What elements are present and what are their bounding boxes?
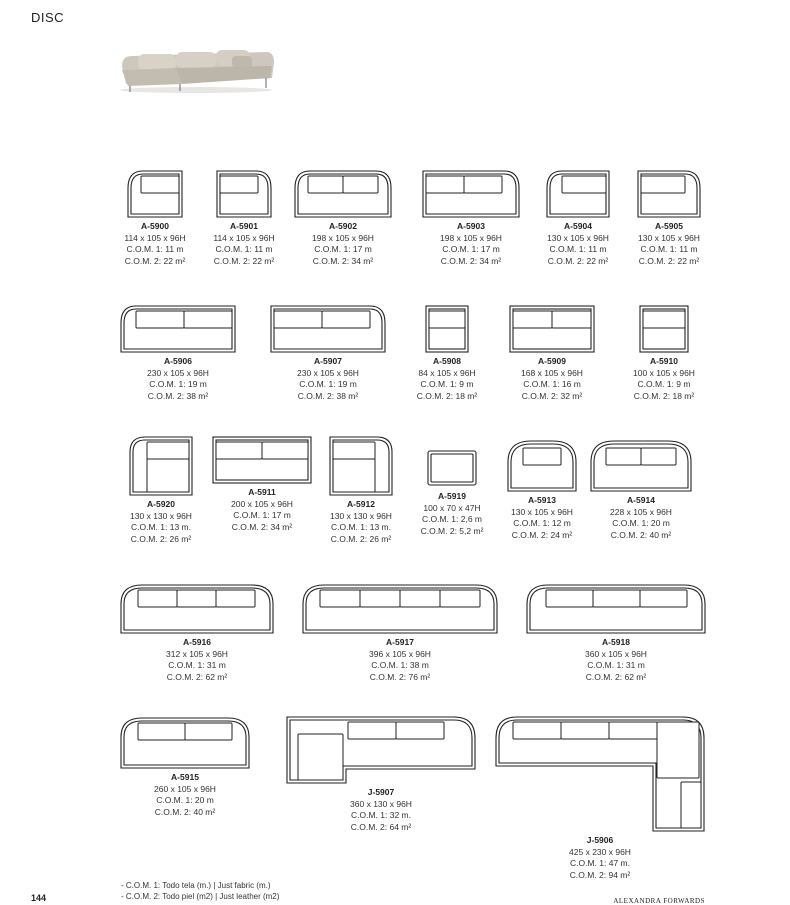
product-item: A-5914 228 x 105 x 96H C.O.M. 1: 20 m C.O.M. 2: 40 m² xyxy=(589,440,693,541)
sofa-diagram xyxy=(212,436,312,484)
sofa-diagram xyxy=(216,170,272,218)
sofa-diagram xyxy=(546,170,610,218)
product-item: A-5910 100 x 105 x 96H C.O.M. 1: 9 m C.O.M. 2: 18 m² xyxy=(628,305,700,402)
sofa-diagram xyxy=(286,716,476,784)
product-item: A-5920 130 x 130 x 96H C.O.M. 1: 13 m. C.O.M. 2: 26 m² xyxy=(122,436,200,545)
product-item: A-5909 168 x 105 x 96H C.O.M. 1: 16 m C.O.M. 2: 32 m² xyxy=(508,305,596,402)
sofa-diagram xyxy=(120,717,250,769)
com-legend: - C.O.M. 1: Todo tela (m.) | Just fabric (m.) - C.O.M. 2: Todo piel (m2) | Just leather (m2) xyxy=(121,881,280,901)
product-item: A-5903 198 x 105 x 96H C.O.M. 1: 17 m C.O.M. 2: 34 m² xyxy=(418,170,524,267)
product-item: A-5905 130 x 105 x 96H C.O.M. 1: 11 m C.O.M. 2: 22 m² xyxy=(627,170,711,267)
ottoman-diagram xyxy=(427,450,477,488)
product-item: A-5906 230 x 105 x 96H C.O.M. 1: 19 m C.O.M. 2: 38 m² xyxy=(114,305,242,402)
product-item: A-5908 84 x 105 x 96H C.O.M. 1: 9 m C.O.M. 2: 18 m² xyxy=(408,305,486,402)
product-item: A-5918 360 x 105 x 96H C.O.M. 1: 31 m C.O.M. 2: 62 m² xyxy=(524,584,708,683)
sofa-diagram xyxy=(294,170,392,218)
product-item: A-5900 114 x 105 x 96H C.O.M. 1: 11 m C.O.M. 2: 22 m² xyxy=(113,170,197,267)
sofa-diagram xyxy=(507,440,577,492)
page-title: DISC xyxy=(31,10,65,25)
product-item: A-5907 230 x 105 x 96H C.O.M. 1: 19 m C.O.M. 2: 38 m² xyxy=(266,305,390,402)
sofa-diagram xyxy=(270,305,386,353)
page-number: 144 xyxy=(31,893,47,903)
product-item: A-5904 130 x 105 x 96H C.O.M. 1: 11 m C.O.M. 2: 22 m² xyxy=(536,170,620,267)
sofa-diagram xyxy=(302,584,498,634)
sofa-diagram xyxy=(120,584,274,634)
product-item: A-5911 200 x 105 x 96H C.O.M. 1: 17 m C.O.M. 2: 34 m² xyxy=(210,436,314,533)
product-item: A-5902 198 x 105 x 96H C.O.M. 1: 17 m C.O.M. 2: 34 m² xyxy=(288,170,398,267)
sofa-diagram xyxy=(495,716,705,832)
product-item: A-5901 114 x 105 x 96H C.O.M. 1: 11 m C.O.M. 2: 22 m² xyxy=(202,170,286,267)
sofa-diagram xyxy=(637,170,701,218)
product-item: A-5912 130 x 130 x 96H C.O.M. 1: 13 m. C.O.M. 2: 26 m² xyxy=(324,436,398,545)
product-item: J-5907 360 x 130 x 96H C.O.M. 1: 32 m. C.O.M. 2: 64 m² xyxy=(282,716,480,833)
brand-logo: ALEXANDRA FORWARDS xyxy=(613,897,705,905)
product-item: J-5906 425 x 230 x 96H C.O.M. 1: 47 m. C.O.M. 2: 94 m² xyxy=(494,716,706,881)
sofa-diagram xyxy=(127,170,183,218)
product-item: A-5917 396 x 105 x 96H C.O.M. 1: 38 m C.O.M. 2: 76 m² xyxy=(300,584,500,683)
sofa-diagram xyxy=(329,436,393,496)
sofa-diagram xyxy=(425,305,469,353)
sofa-diagram xyxy=(526,584,706,634)
sofa-photo xyxy=(116,44,276,94)
product-item: A-5915 260 x 105 x 96H C.O.M. 1: 20 m C.O.M. 2: 40 m² xyxy=(118,717,252,818)
product-item: A-5919 100 x 70 x 47H C.O.M. 1: 2,6 m C.O.M. 2: 5,2 m² xyxy=(416,450,488,537)
sofa-diagram xyxy=(590,440,692,492)
product-item: A-5916 312 x 105 x 96H C.O.M. 1: 31 m C.O.M. 2: 62 m² xyxy=(118,584,276,683)
sofa-diagram xyxy=(422,170,520,218)
sofa-diagram xyxy=(639,305,689,353)
sofa-diagram xyxy=(120,305,236,353)
sofa-diagram xyxy=(509,305,595,353)
product-item: A-5913 130 x 105 x 96H C.O.M. 1: 12 m C.O.M. 2: 24 m² xyxy=(504,440,580,541)
sofa-diagram xyxy=(129,436,193,496)
